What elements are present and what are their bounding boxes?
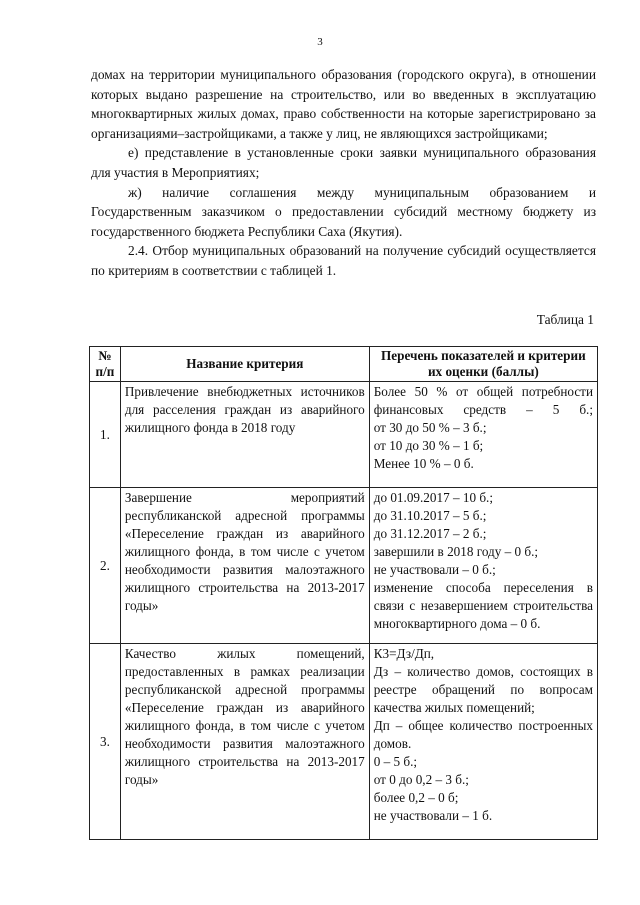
- body-text: [91, 65, 596, 281]
- paragraph-item-e: е) представление в установленные сроки заявки муниципального образования для участия в Мероприятиях;: [91, 145, 596, 180]
- row-name: Качество жилых помещений, предоставленных в рамках реализации республиканской адресной программы «Переселение граждан из аварийного жилищного фонда, в том числе с учетом необходимости развития малоэтажного жилищного строительства на 2013-2017 годы»: [120, 644, 369, 840]
- criteria-line: не участвовали – 0 б.;: [373, 562, 496, 577]
- row-criteria: [369, 488, 597, 644]
- criteria-line: Более 50 % от общей потребности финансовых средств – 5 б.;: [373, 384, 593, 417]
- page-number: 3: [317, 36, 323, 48]
- criteria-line: Дз – количество домов, состоящих в реестре обращений по вопросам качества жилых помещений;: [373, 664, 593, 715]
- criteria-line: от 0 до 0,2 – 3 б.;: [373, 772, 469, 787]
- criteria-line: от 10 до 30 % – 1 б;: [373, 438, 484, 453]
- row-criteria: [369, 382, 597, 488]
- header-num: № п/п: [90, 347, 121, 382]
- header-criteria: Перечень показателей и критерии их оценки (баллы): [369, 347, 597, 382]
- table-row: [90, 382, 598, 488]
- criteria-line: от 30 до 50 % – 3 б.;: [373, 420, 487, 435]
- criteria-line: до 01.09.2017 – 10 б.;: [373, 490, 494, 505]
- table-row: [90, 488, 598, 644]
- criteria-line: изменение способа переселения в связи с незавершением строительства многоквартирного дома – 0 б.: [373, 580, 593, 631]
- header-name: Название критерия: [120, 347, 369, 382]
- criteria-line: не участвовали – 1 б.: [373, 808, 493, 823]
- criteria-line: завершили в 2018 году – 0 б.;: [373, 544, 539, 559]
- criteria-line: более 0,2 – 0 б;: [373, 790, 459, 805]
- row-criteria: [369, 644, 597, 840]
- criteria-line: К3=Дз/Дп,: [373, 646, 435, 661]
- criteria-line: Дп – общее количество построенных домов.: [373, 718, 593, 751]
- row-num: 3.: [90, 644, 121, 840]
- table-label: Таблица 1: [536, 312, 594, 327]
- paragraph-continuation: домах на территории муниципального образования (городского округа), в отношении которых выдано разрешение на строительство, или во введенных в эксплуатацию многоквартирных жилых домах, право собственности на которые зарегистрировано за организациями–застройщиками, а также у лиц, не являющихся застройщиками;: [91, 67, 596, 141]
- row-num: 2.: [90, 488, 121, 644]
- row-num: 1.: [90, 382, 121, 488]
- table-header-row: [90, 347, 598, 382]
- table-row: [90, 644, 598, 840]
- criteria-table: [89, 346, 598, 840]
- paragraph-item-zh: ж) наличие соглашения между муниципальным образованием и Государственным заказчиком о предоставлении субсидий местному бюджету из государственного бюджета Республики Саха (Якутия).: [91, 184, 596, 239]
- criteria-line: до 31.10.2017 – 5 б.;: [373, 508, 487, 523]
- criteria-line: Менее 10 % – 0 б.: [373, 456, 474, 471]
- criteria-line: 0 – 5 б.;: [373, 754, 418, 769]
- paragraph-2-4: 2.4. Отбор муниципальных образований на получение субсидий осуществляется по критериям в соответствии с таблицей 1.: [91, 243, 596, 278]
- row-name: Завершение мероприятий республиканской адресной программы «Переселение граждан из аварийного жилищного фонда, в том числе с учетом необходимости развития малоэтажного жилищного строительства на 2013-2017 годы»: [120, 488, 369, 644]
- criteria-line: до 31.12.2017 – 2 б.;: [373, 526, 487, 541]
- row-name: Привлечение внебюджетных источников для расселения граждан из аварийного жилищного фонда в 2018 году: [120, 382, 369, 488]
